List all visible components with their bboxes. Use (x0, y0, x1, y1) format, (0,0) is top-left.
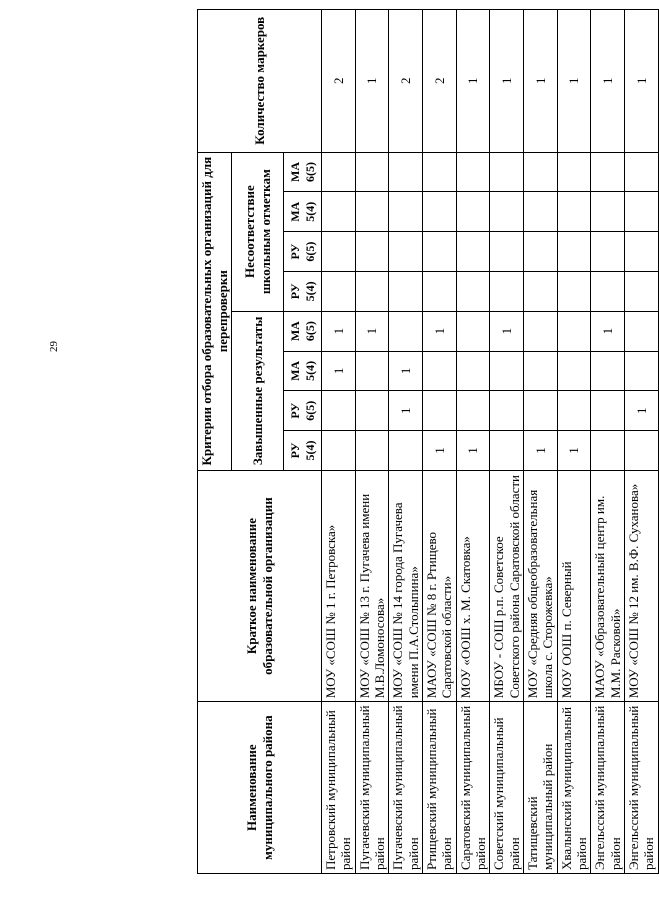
marker-cell (624, 152, 658, 192)
marker-cell (624, 271, 658, 311)
subheader-criterion: РУ 5(4) (284, 431, 322, 471)
subheader-criterion: МА 5(4) (284, 351, 322, 391)
marker-cell (490, 351, 524, 391)
page-number: 29 (48, 341, 60, 352)
marker-cell: 1 (422, 431, 456, 471)
marker-cell: 1 (624, 391, 658, 431)
marker-cell (557, 232, 591, 272)
table-row (490, 10, 524, 874)
header-org: Краткое наименование образовательной организации (198, 470, 322, 701)
org-cell: МОУ «Средняя общеобразовательная школа с. Сторожевка» (523, 470, 557, 701)
subheader-criterion: РУ 6(5) (284, 232, 322, 272)
marker-cell (490, 152, 524, 192)
marker-cell (322, 232, 356, 272)
header-district: Наименование муниципального района (198, 702, 322, 874)
marker-cell (456, 152, 490, 192)
header-count: Количество маркеров (198, 10, 322, 153)
org-cell: МОУ «ООШ х. М. Скатовка» (456, 470, 490, 701)
marker-cell (422, 391, 456, 431)
table-row (557, 10, 591, 874)
marker-cell (355, 391, 389, 431)
marker-cell (557, 391, 591, 431)
marker-cell: 1 (322, 351, 356, 391)
district-cell: Пугачевский муниципальный район (355, 702, 389, 874)
count-cell: 1 (490, 10, 524, 153)
marker-cell (523, 232, 557, 272)
marker-cell (456, 351, 490, 391)
marker-cell (322, 192, 356, 232)
subheader-criterion: МА 6(5) (284, 311, 322, 351)
district-cell: Саратовский муниципальный район (456, 702, 490, 874)
marker-cell: 1 (591, 311, 625, 351)
marker-cell: 1 (322, 311, 356, 351)
table-row (322, 10, 356, 874)
org-cell: МОУ «СОШ № 13 г. Пугачева имени М.В.Ломоносова» (355, 470, 389, 701)
marker-cell (422, 232, 456, 272)
org-cell: МАОУ «СОШ № 8 г. Ртищево Саратовской области» (422, 470, 456, 701)
marker-cell (322, 271, 356, 311)
marker-cell (523, 271, 557, 311)
marker-cell (523, 192, 557, 232)
count-cell: 1 (624, 10, 658, 153)
marker-cell (624, 351, 658, 391)
marker-cell (322, 152, 356, 192)
marker-cell (557, 351, 591, 391)
org-cell: МБОУ - СОШ р.п. Советское Советского района Саратовской области (490, 470, 524, 701)
district-cell: Пугачевский муниципальный район (389, 702, 423, 874)
marker-cell (624, 431, 658, 471)
marker-cell (389, 152, 423, 192)
header-mismatch: Несоответствие школьным отметкам (232, 152, 284, 311)
marker-cell (389, 311, 423, 351)
marker-cell (389, 431, 423, 471)
marker-cell (490, 391, 524, 431)
table-row (389, 10, 423, 874)
marker-cell (591, 351, 625, 391)
org-cell: МОУ «СОШ № 14 города Пугачева имени П.А.Столыпина» (389, 470, 423, 701)
marker-cell (389, 232, 423, 272)
district-cell: Хвалынский муниципальный район (557, 702, 591, 874)
marker-cell (523, 311, 557, 351)
marker-cell (591, 192, 625, 232)
marker-cell (490, 271, 524, 311)
marker-cell (456, 311, 490, 351)
district-cell: Татищевский муниципальный район (523, 702, 557, 874)
district-cell: Петровский муниципальный район (322, 702, 356, 874)
marker-cell (456, 192, 490, 232)
marker-cell (557, 311, 591, 351)
marker-cell: 1 (523, 431, 557, 471)
marker-cell (557, 152, 591, 192)
marker-cell (557, 192, 591, 232)
count-cell: 1 (456, 10, 490, 153)
marker-cell (355, 351, 389, 391)
marker-cell (422, 271, 456, 311)
marker-cell (523, 351, 557, 391)
header-criteria: Критерии отбора образовательных организаций для перепроверки (198, 152, 232, 470)
marker-cell (490, 232, 524, 272)
table-row (591, 10, 625, 874)
marker-cell (422, 192, 456, 232)
marker-cell (523, 152, 557, 192)
org-cell: МАОУ «Образовательный центр им. М.М. Расковой» (591, 470, 625, 701)
district-cell: Ртищевский муниципальный район (422, 702, 456, 874)
district-cell: Энгельсский муниципальный район (591, 702, 625, 874)
marker-cell: 1 (389, 351, 423, 391)
marker-cell (389, 271, 423, 311)
marker-cell (456, 271, 490, 311)
marker-cell (355, 271, 389, 311)
table-row (355, 10, 389, 874)
table-row (456, 10, 490, 874)
marker-cell (422, 351, 456, 391)
marker-cell (624, 192, 658, 232)
subheader-criterion: РУ 5(4) (284, 271, 322, 311)
table-row (422, 10, 456, 874)
marker-cell (355, 192, 389, 232)
count-cell: 2 (322, 10, 356, 153)
marker-cell (355, 152, 389, 192)
count-cell: 2 (422, 10, 456, 153)
district-cell: Советский муниципальный район (490, 702, 524, 874)
marker-cell (591, 271, 625, 311)
marker-cell (456, 391, 490, 431)
marker-cell (456, 232, 490, 272)
marker-cell: 1 (355, 311, 389, 351)
marker-cell (389, 192, 423, 232)
marker-cell (322, 431, 356, 471)
count-cell: 1 (523, 10, 557, 153)
marker-cell (422, 152, 456, 192)
marker-cell (591, 232, 625, 272)
count-cell: 1 (591, 10, 625, 153)
subheader-criterion: МА 5(4) (284, 192, 322, 232)
marker-cell (523, 391, 557, 431)
rotated-table-container (197, 9, 657, 874)
marker-cell (490, 192, 524, 232)
marker-cell: 1 (557, 431, 591, 471)
marker-cell: 1 (422, 311, 456, 351)
count-cell: 1 (557, 10, 591, 153)
marker-cell (322, 391, 356, 431)
marker-cell: 1 (456, 431, 490, 471)
marker-cell (624, 232, 658, 272)
marker-cell (557, 271, 591, 311)
marker-cell (355, 232, 389, 272)
marker-cell (591, 152, 625, 192)
markers-table (197, 9, 659, 874)
marker-cell (355, 431, 389, 471)
org-cell: МОУ «СОШ № 1 г. Петровска» (322, 470, 356, 701)
org-cell: МОУ «СОШ № 12 им. В.Ф. Суханова» (624, 470, 658, 701)
count-cell: 2 (389, 10, 423, 153)
header-overstated: Завышенные результаты (232, 311, 284, 470)
count-cell: 1 (355, 10, 389, 153)
marker-cell (591, 431, 625, 471)
org-cell: МОУ ООШ п. Северный (557, 470, 591, 701)
marker-cell (591, 391, 625, 431)
subheader-criterion: РУ 6(5) (284, 391, 322, 431)
table-row (523, 10, 557, 874)
district-cell: Энгельсский муниципальный район (624, 702, 658, 874)
marker-cell: 1 (490, 311, 524, 351)
table-row (624, 10, 658, 874)
marker-cell: 1 (389, 391, 423, 431)
marker-cell (624, 311, 658, 351)
subheader-criterion: МА 6(5) (284, 152, 322, 192)
marker-cell (490, 431, 524, 471)
